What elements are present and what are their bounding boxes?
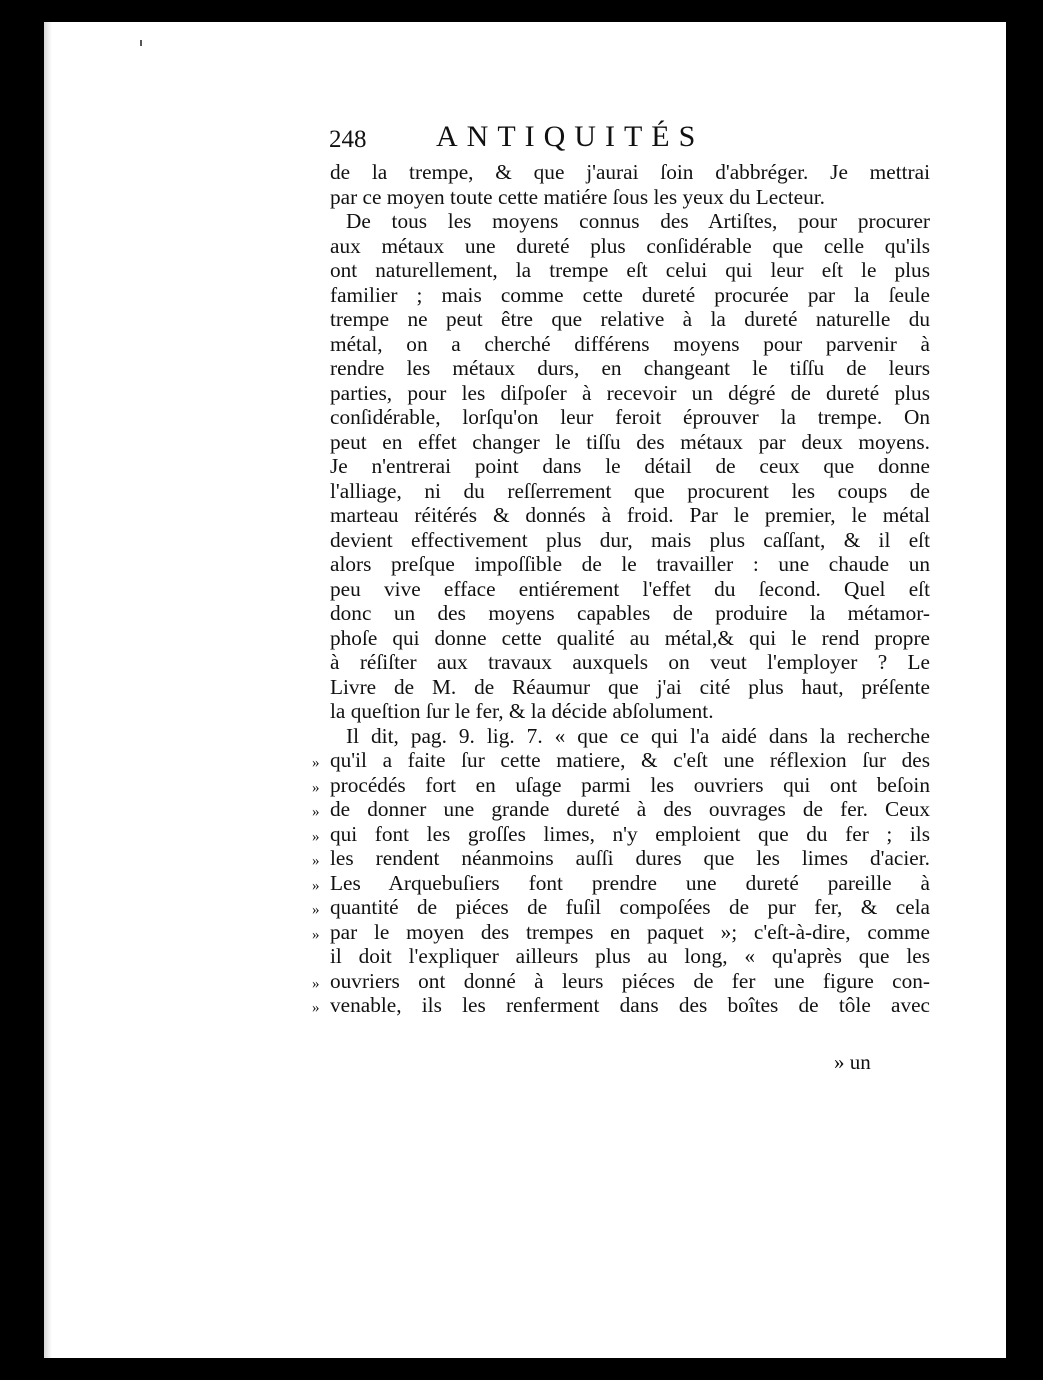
line-text: l'alliage, ni du reſſerrement que procurent les coups de [330,478,930,503]
line-text: de donner une grande dureté à des ouvrages de fer. Ceux [330,797,930,821]
quote-mark: » [312,926,320,943]
text-line [330,405,930,430]
text-line [312,822,930,847]
text-line [330,479,930,504]
line-text: peut en effet changer le tiſſu des métaux par deux moyens. [330,429,930,454]
line-text: de la trempe, & que j'aurai ſoin d'abbréger. Je mettrai [330,160,930,184]
body-text [312,160,930,1018]
text-line [312,797,930,822]
line-text: procédés fort en uſage parmi les ouvriers qui ont beſoin [330,772,930,797]
book-page [44,22,1006,1358]
text-line [330,332,930,357]
page-header [329,120,929,160]
running-title: ANTIQUITÉS [436,120,705,153]
text-line [330,454,930,479]
text-line [330,258,930,283]
quote-mark: » [312,902,320,918]
line-text: parties, pour les diſpoſer à recevoir un dégré de dureté plus [330,380,930,405]
line-text: quantité de piéces de fuſil compoſées de pur fer, & cela [330,895,930,919]
text-line [312,895,930,920]
line-text: ont naturellement, la trempe eſt celui qui leur eſt le plus [330,258,930,282]
text-line [330,626,930,651]
scan-speck [140,40,142,46]
text-line [330,503,930,528]
text-line [330,699,930,724]
line-text: ouvriers ont donné à leurs piéces de fer une figure con- [330,968,930,993]
quote-mark: » [312,779,320,796]
quote-mark: » [312,755,320,771]
text-line [312,920,930,945]
quote-mark: » [312,1000,320,1016]
quote-mark: » [312,828,320,845]
line-text: Livre de M. de Réaumur que j'ai cité plus haut, préſente [330,674,930,699]
text-line [330,234,930,259]
line-text: Les Arquebuſiers font prendre une dureté pareille à [330,870,930,895]
text-line [330,650,930,675]
line-text: devient effectivement plus dur, mais plus caſſant, & il eſt [330,527,930,552]
line-text: phoſe qui donne cette qualité au métal,& qui le rend propre [330,625,930,650]
text-line [330,724,930,749]
line-text: Il dit, pag. 9. lig. 7. « que ce qui l'a aidé dans la recherche [346,723,930,748]
text-line [312,846,930,871]
scan-edge-shadow [44,22,52,1358]
line-text: trempe ne peut être que relative à la dureté naturelle du [330,307,930,331]
line-text: Je n'entrerai point dans le détail de ceux que donne [330,454,930,478]
quote-mark: » [312,877,320,894]
line-text: aux métaux une dureté plus conſidérable que celle qu'ils [330,233,930,258]
quote-mark: » [312,853,320,869]
line-text: les rendent néanmoins auſſi dures que les limes d'acier. [330,846,930,870]
text-line [330,356,930,381]
text-line [330,209,930,234]
quote-mark: » [312,975,320,992]
text-line [330,160,930,185]
text-line [330,307,930,332]
line-text: métal, on a cherché différens moyens pour parvenir à [330,331,930,356]
text-line [330,552,930,577]
text-line [312,773,930,798]
line-text: qui font les groſſes limes, n'y emploient que du fer ; ils [330,821,930,846]
text-line [330,185,930,210]
line-text: peu vive efface entiérement l'effet du ſecond. Quel eſt [330,576,930,601]
catchword: » un [834,1050,871,1074]
line-text: conſidérable, lorſqu'on leur feroit éprouver la trempe. On [330,405,930,429]
line-text: alors preſque impoſſible de le travailler : une chaude un [330,552,930,576]
text-line [330,430,930,455]
line-text: par le moyen des trempes en paquet »; c'eſt-à-dire, comme [330,919,930,944]
text-line [330,283,930,308]
line-text: venable, ils les renferment dans des boîtes de tôle avec [330,993,930,1017]
line-text: à réſiſter aux travaux auxquels on veut l'employer ? Le [330,650,930,674]
line-text: la queſtion ſur le fer, & la décide abſolument. [330,699,714,723]
line-text: familier ; mais comme cette dureté procurée par la ſeule [330,282,930,307]
text-line [330,577,930,602]
text-line [330,528,930,553]
text-line [312,993,930,1018]
text-line [312,969,930,994]
text-line [330,601,930,626]
line-text: donc un des moyens capables de produire la métamor- [330,601,930,625]
text-line [330,944,930,969]
page-number: 248 [329,126,367,153]
line-text: qu'il a faite ſur cette matiere, & c'eſt une réflexion ſur des [330,748,930,772]
line-text: marteau réitérés & donnés à froid. Par le premier, le métal [330,503,930,527]
line-text: rendre les métaux durs, en changeant le tiſſu de leurs [330,356,930,380]
line-text: il doit l'expliquer ailleurs plus au long, « qu'après que les [330,944,930,968]
text-line [312,748,930,773]
quote-mark: » [312,804,320,820]
line-text: par ce moyen toute cette matiére ſous les yeux du Lecteur. [330,184,825,209]
text-line [330,675,930,700]
line-text: De tous les moyens connus des Artiſtes, pour procurer [346,209,930,233]
text-line [312,871,930,896]
text-line [330,381,930,406]
